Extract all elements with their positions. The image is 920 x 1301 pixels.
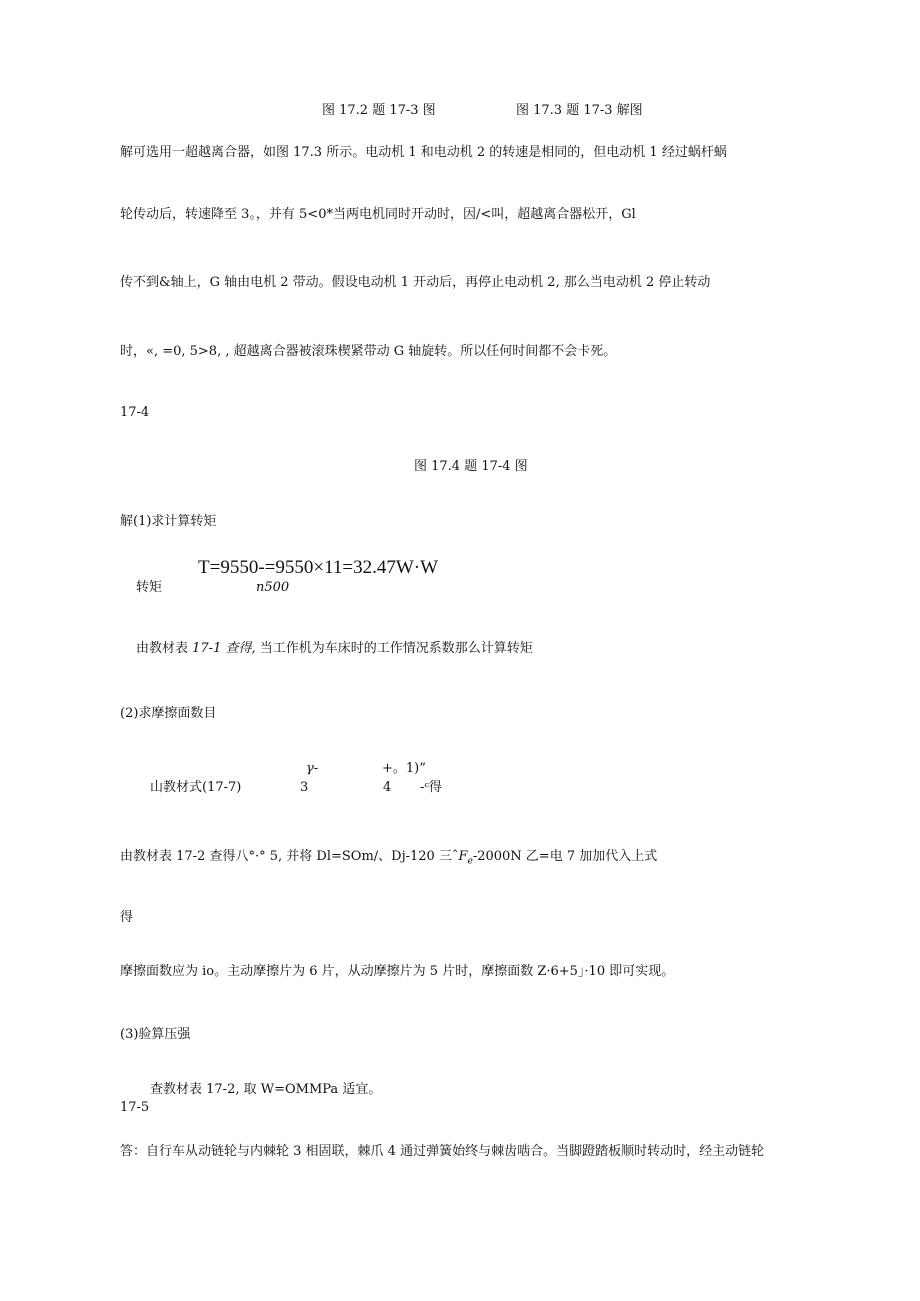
- friction-surface-result: 摩擦面数应为 io。主动摩擦片为 6 片，从动摩擦片为 5 片时，摩擦面数 Z·6+5」·10 即可实现。: [120, 964, 675, 979]
- service-factor-note-text-2: 当工作机为车床时的工作情况系数那么计算转矩: [255, 641, 533, 656]
- de-label: 得: [120, 910, 134, 925]
- paragraph-17-3-line-1: 解可选用一超越离合器，如图 17.3 所示。电动机 1 和电动机 2 的转速是相同的，但电动机 1 经过蜗杆蜗: [120, 145, 727, 160]
- substitution-line: [120, 850, 657, 867]
- step-3-heading: (3)验算压强: [120, 1027, 191, 1042]
- formula-2-bottom-middle: 4: [383, 780, 392, 795]
- step-2-heading: (2)求摩擦面数目: [120, 706, 217, 721]
- substitution-text: 由教材表 17-2 查得八°·° 5, 并将 Dl=SOm/、Dj-120 三ˆ: [120, 849, 459, 864]
- figure-caption-17-2: 图 17.2 题 17-3 图: [322, 103, 436, 118]
- section-heading-17-4: 17-4: [120, 405, 150, 420]
- step-1-heading: 解(1)求计算转矩: [120, 514, 217, 529]
- paragraph-17-5-line-1: 答：自行车从动链轮与内棘轮 3 相固联，棘爪 4 通过弹簧始终与棘齿啮合。当脚蹬踏板顺时转动时，经主动链轮: [120, 1144, 765, 1159]
- paragraph-17-3-line-3: 传不到&轴上，G 轴由电机 2 带动。假设电动机 1 开动后，再停止电动机 2, 那么当电动机 2 停止转动: [120, 275, 711, 290]
- formula-2-label: 山教材式(17-7): [150, 780, 242, 795]
- torque-formula-label: 转矩: [136, 580, 163, 595]
- formula-2-top-left: γ-: [306, 761, 319, 776]
- service-factor-note-italic: 17-1 查得,: [192, 641, 256, 656]
- section-heading-17-5: 17-5: [120, 1100, 150, 1115]
- formula-2-top-right: +。1)”: [382, 761, 426, 776]
- paragraph-17-3-line-4: 时，«, =0, 5>8, , 超越离合器被滚珠楔紧带动 G 轴旋转。所以任何时间都不会卡死。: [120, 344, 617, 359]
- force-symbol: F: [458, 849, 468, 864]
- service-factor-note: [136, 642, 533, 655]
- figure-caption-17-3: 图 17.3 题 17-3 解图: [516, 103, 643, 118]
- torque-formula-denominator: n500: [256, 580, 290, 595]
- torque-formula: T=9550-=9550×11=32.47W·W: [198, 557, 439, 578]
- service-factor-note-text: 由教材表: [136, 641, 193, 656]
- formula-2-bottom-right: -ᶜ得: [420, 780, 442, 795]
- paragraph-17-3-line-2: 轮传动后，转速降至 3。，并有 5<0*当两电机同时开动时，因/<叫，超越离合器松开，Gl: [120, 207, 636, 222]
- formula-2-bottom-left: 3: [300, 780, 309, 795]
- substitution-text-2: -2000N 乙=电 7 加加代入上式: [472, 849, 658, 864]
- pressure-check-line: 查教材表 17-2, 取 W=OMMPa 适宜。: [150, 1082, 382, 1097]
- force-subscript: e: [467, 856, 473, 867]
- figure-caption-17-4: 图 17.4 题 17-4 图: [414, 459, 528, 474]
